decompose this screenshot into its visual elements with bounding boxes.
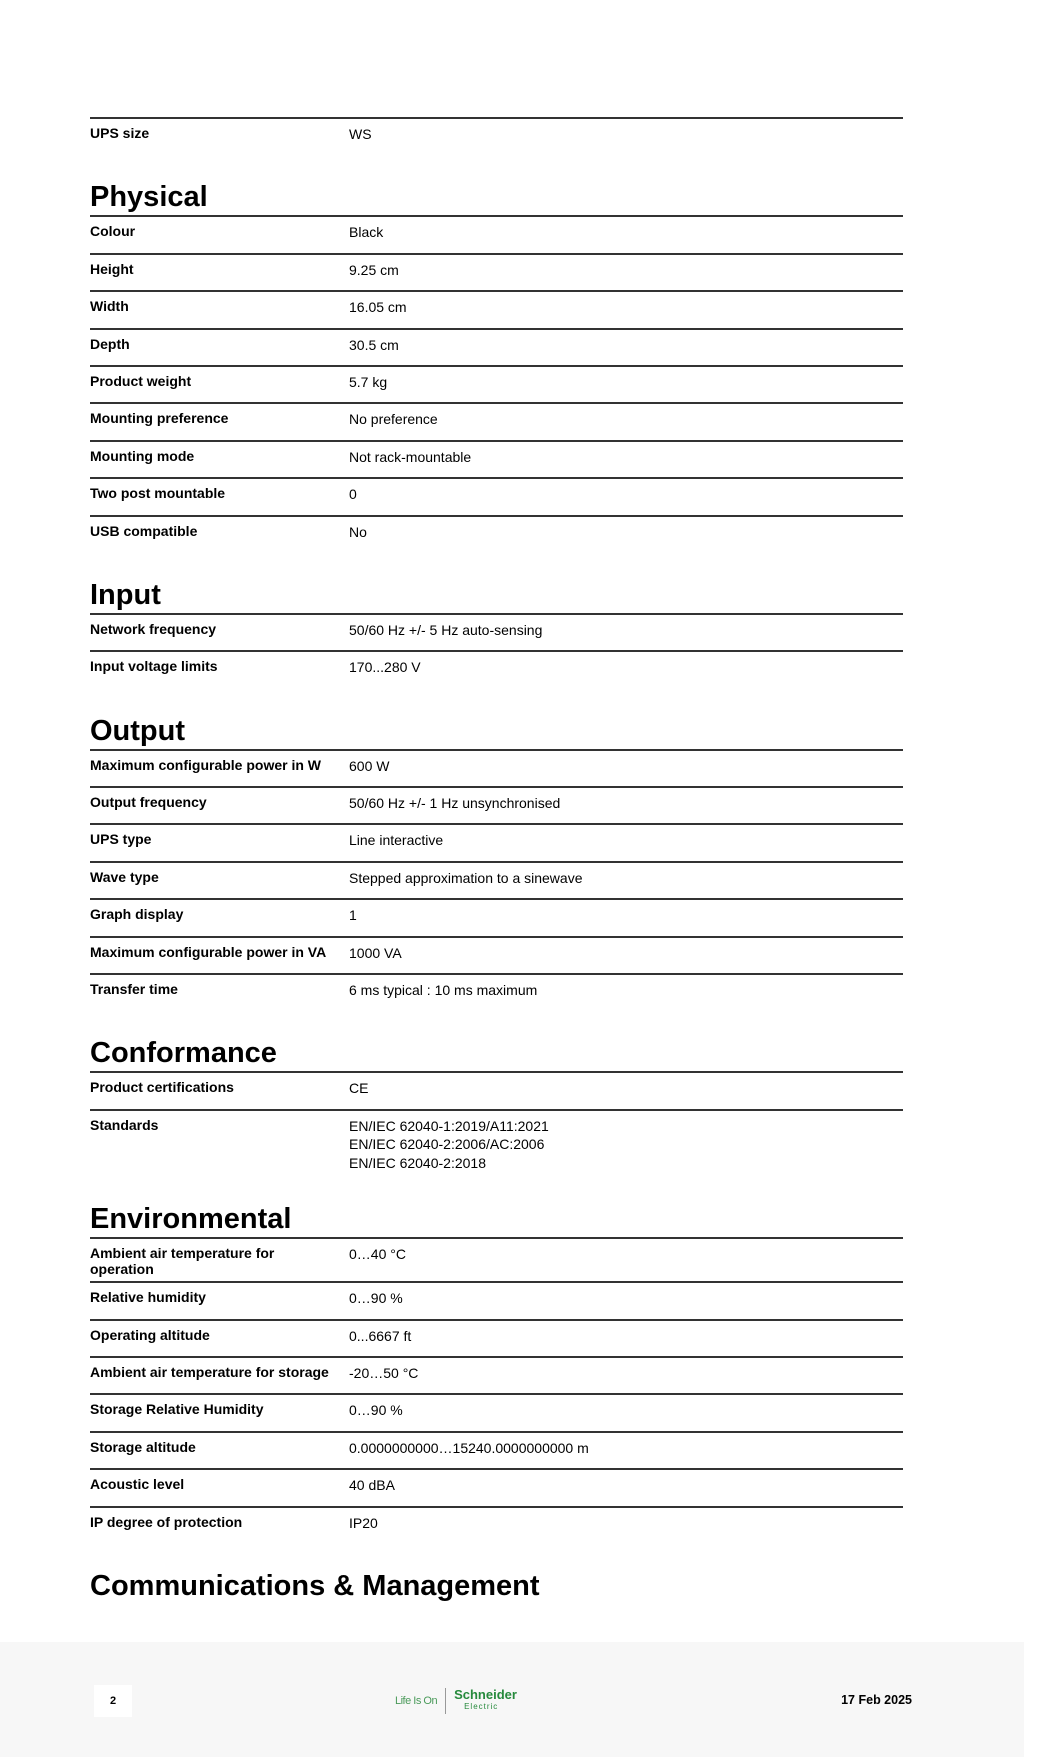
spec-row <box>90 1281 903 1318</box>
spec-row <box>90 1071 903 1108</box>
spec-value <box>349 1476 903 1501</box>
document-date: 17 Feb 2025 <box>841 1693 912 1707</box>
spec-label: Storage Relative Humidity <box>90 1401 264 1418</box>
spec-value <box>349 831 903 856</box>
section-heading: Conformance <box>90 1037 277 1070</box>
spec-value-line: CE <box>349 1080 369 1097</box>
section-heading: Environmental <box>90 1203 292 1236</box>
tagline: Life Is On <box>395 1695 438 1707</box>
spec-value <box>349 757 903 782</box>
spec-value <box>349 658 903 683</box>
spec-row <box>90 898 903 935</box>
spec-label: Product certifications <box>90 1079 234 1096</box>
section-heading: Physical <box>90 181 208 214</box>
page-footer <box>0 1642 1024 1757</box>
spec-row <box>90 973 903 1010</box>
spec-row <box>90 1468 903 1505</box>
spec-value <box>349 944 903 969</box>
spec-label: Maximum configurable power in W <box>90 756 322 773</box>
spec-row <box>90 936 903 973</box>
spec-row <box>90 1356 903 1393</box>
page-number: 2 <box>94 1685 132 1717</box>
spec-value-line: Stepped approximation to a sinewave <box>349 869 583 886</box>
spec-value-line: EN/IEC 62040-2:2006/AC:2006 <box>349 1136 545 1153</box>
spec-row <box>90 749 903 786</box>
spec-row <box>90 477 903 514</box>
spec-content <box>90 117 903 1604</box>
section-heading: Communications & Management <box>90 1570 540 1603</box>
spec-label: Input voltage limits <box>90 658 218 675</box>
spec-label: Mounting preference <box>90 410 229 427</box>
spec-label: Product weight <box>90 372 192 389</box>
spec-value <box>349 373 903 398</box>
spec-row <box>90 515 903 552</box>
spec-row <box>90 786 903 823</box>
spec-label: IP degree of protection <box>90 1513 243 1530</box>
spec-value <box>349 223 903 248</box>
spec-label: Network frequency <box>90 620 217 637</box>
spec-value-line: 16.05 cm <box>349 299 407 316</box>
spec-value <box>349 261 903 286</box>
spec-value <box>349 298 903 323</box>
spec-value-line: 50/60 Hz +/- 5 Hz auto-sensing <box>349 621 543 638</box>
spec-value-line: EN/IEC 62040-1:2019/A11:2021 <box>349 1117 549 1134</box>
spec-row <box>90 215 903 252</box>
spec-label: Operating altitude <box>90 1326 210 1343</box>
section-conformance <box>90 1036 903 1176</box>
spec-value <box>349 1401 903 1426</box>
spec-label: Output frequency <box>90 794 207 811</box>
section-communications-management <box>90 1569 903 1604</box>
spec-row <box>90 253 903 290</box>
spec-label: Transfer time <box>90 981 178 998</box>
spec-value <box>349 336 903 361</box>
spec-label: Ambient air temperature for storage <box>90 1364 329 1381</box>
spec-row <box>90 402 903 439</box>
spec-label: Mounting mode <box>90 447 195 464</box>
spec-label: Depth <box>90 335 130 352</box>
section-physical <box>90 180 903 552</box>
spec-value <box>349 1245 903 1277</box>
spec-value <box>349 869 903 894</box>
spec-value-line: 30.5 cm <box>349 336 399 353</box>
spec-value-line: 0 <box>349 486 357 503</box>
spec-value-line: WS <box>349 126 372 142</box>
spec-label: Two post mountable <box>90 485 226 502</box>
spec-value-line: 9.25 cm <box>349 261 399 278</box>
logo-divider <box>445 1688 446 1714</box>
spec-row <box>90 613 903 650</box>
spec-label: Maximum configurable power in VA <box>90 943 327 960</box>
spec-row <box>90 440 903 477</box>
spec-value <box>349 1439 903 1464</box>
spec-row <box>90 290 903 327</box>
spec-row <box>90 861 903 898</box>
spec-label: Standards <box>90 1116 159 1133</box>
spec-row <box>90 328 903 365</box>
spec-value-line: 6 ms typical : 10 ms maximum <box>349 982 538 999</box>
spec-value <box>349 125 903 150</box>
spec-row <box>90 1393 903 1430</box>
spec-row <box>90 1506 903 1543</box>
spec-value-line: 40 dBA <box>349 1477 395 1494</box>
spec-row <box>90 1109 903 1177</box>
spec-label: UPS type <box>90 831 152 848</box>
schneider-logo <box>395 1686 517 1716</box>
spec-label: Ambient air temperature for operation <box>90 1245 275 1277</box>
spec-label: Acoustic level <box>90 1476 185 1493</box>
spec-value-line: 170...280 V <box>349 659 421 676</box>
section-input <box>90 578 903 688</box>
spec-value-line: 0…40 °C <box>349 1246 406 1263</box>
section-environmental <box>90 1202 903 1543</box>
spec-value-line: Not rack-mountable <box>349 448 472 465</box>
brand-name <box>454 1689 517 1713</box>
spec-row <box>90 1319 903 1356</box>
spec-value <box>349 1327 903 1352</box>
spec-value <box>349 906 903 931</box>
section-heading: Output <box>90 714 186 747</box>
spec-value <box>349 523 903 548</box>
spec-row <box>90 650 903 687</box>
spec-label: Relative humidity <box>90 1289 206 1306</box>
spec-value <box>349 1079 903 1104</box>
spec-value <box>349 485 903 510</box>
spec-label: UPS size <box>90 125 150 141</box>
spec-label: Graph display <box>90 906 184 923</box>
spec-value <box>349 1289 903 1314</box>
spec-value-line: 1 <box>349 907 357 924</box>
spec-value-line: 5.7 kg <box>349 373 388 390</box>
brand-text: Schneider <box>454 1687 517 1702</box>
spec-label: Wave type <box>90 868 159 885</box>
spec-value <box>349 410 903 435</box>
section-output <box>90 714 903 1011</box>
spec-value-line: IP20 <box>349 1514 378 1531</box>
spec-label: USB compatible <box>90 522 198 539</box>
spec-value-line: No preference <box>349 411 438 428</box>
spec-label: Width <box>90 298 129 315</box>
spec-value-line: 50/60 Hz +/- 1 Hz unsynchronised <box>349 795 561 812</box>
spec-row <box>90 365 903 402</box>
spec-value <box>349 981 903 1006</box>
spec-label: Height <box>90 260 134 277</box>
spec-value-line: 0…90 % <box>349 1290 403 1307</box>
spec-value-line: Black <box>349 224 384 241</box>
spec-row <box>90 117 903 154</box>
spec-label: Colour <box>90 223 136 240</box>
spec-value-line: 0...6667 ft <box>349 1327 412 1344</box>
spec-value-line: 0…90 % <box>349 1402 403 1419</box>
spec-label: Storage altitude <box>90 1438 196 1455</box>
spec-value-line: 600 W <box>349 757 390 774</box>
spec-value <box>349 794 903 819</box>
spec-value <box>349 621 903 646</box>
spec-value-line: No <box>349 523 367 540</box>
spec-value <box>349 1514 903 1539</box>
brand-subtext: Electric <box>464 1702 499 1711</box>
spec-row <box>90 823 903 860</box>
section-heading: Input <box>90 578 161 611</box>
spec-value <box>349 1364 903 1389</box>
spec-value-line: EN/IEC 62040-2:2018 <box>349 1154 486 1171</box>
spec-value-line: 0.0000000000…15240.0000000000 m <box>349 1439 589 1456</box>
spec-row <box>90 1237 903 1281</box>
spec-value-line: Line interactive <box>349 832 444 849</box>
spec-value <box>349 448 903 473</box>
spec-row <box>90 1431 903 1468</box>
spec-value-line: 1000 VA <box>349 944 402 961</box>
spec-value-line: -20…50 °C <box>349 1365 419 1382</box>
spec-value <box>349 1117 903 1173</box>
